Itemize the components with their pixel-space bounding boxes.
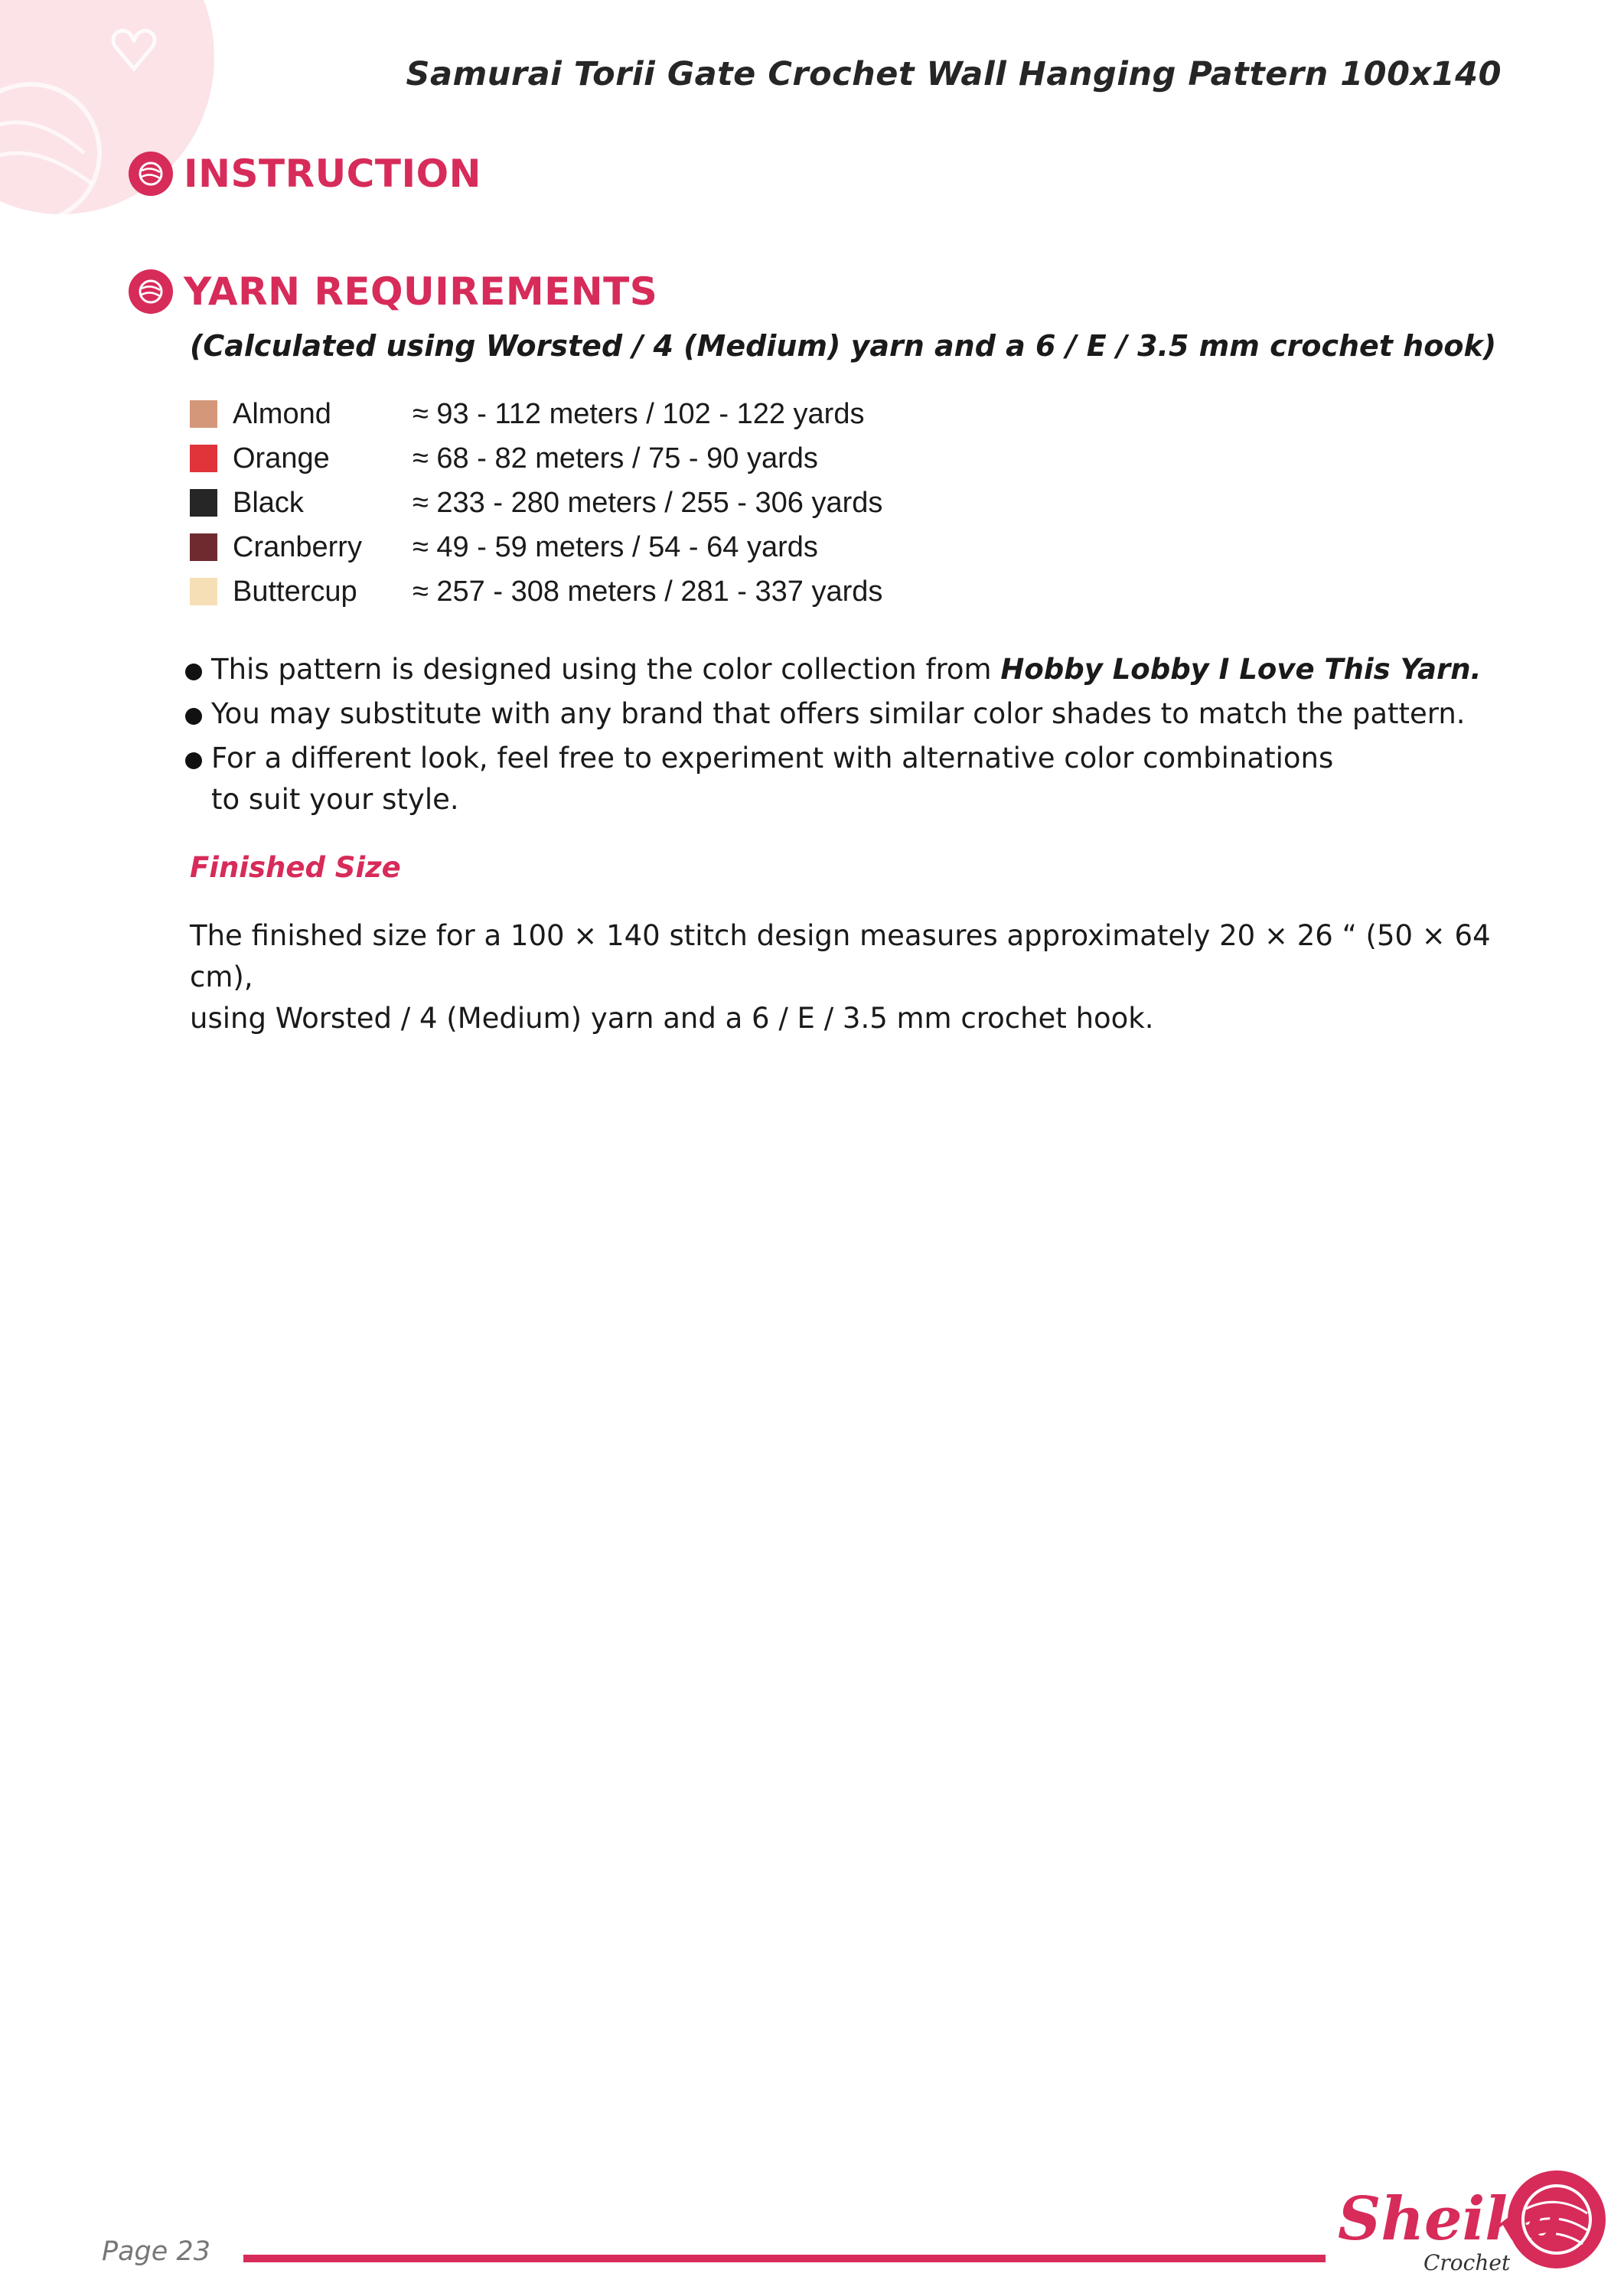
yarn-table [190,392,882,614]
finished-size-text [190,915,1529,1039]
list-item [185,738,1482,820]
yarn-row [190,569,882,614]
list-item [185,693,1482,735]
brand-logo [1338,2170,1606,2293]
color-swatch [190,489,217,517]
document-title: Samurai Torii Gate Crochet Wall Hanging Pattern 100x140 [406,55,1502,93]
finished-size-heading: Finished Size [190,851,401,884]
logo-wordmark: Sheika [1338,2184,1565,2254]
color-swatch [190,445,217,472]
yarn-name: Orange [233,442,330,475]
yarn-requirements-heading [129,269,657,314]
yarn-amount: ≈ 93 - 112 meters / 102 - 122 yards [413,397,865,430]
instruction-heading-text: INSTRUCTION [184,152,481,196]
finished-size-line: The finished size for a 100 × 140 stitch design measures approximately 20 × 26 “ (50 × 64 cm), [190,919,1491,993]
yarn-name: Buttercup [233,575,357,608]
yarn-row [190,481,882,525]
finished-size-line: using Worsted / 4 (Medium) yarn and a 6 / E / 3.5 mm crochet hook. [190,1002,1154,1035]
yarn-ball-icon [129,152,173,196]
yarn-row [190,525,882,569]
color-swatch [190,578,217,605]
yarn-amount: ≈ 49 - 59 meters / 54 - 64 yards [413,530,818,563]
notes-list [185,649,1482,823]
yarn-name: Almond [233,397,331,430]
yarn-ball-icon [129,269,173,314]
yarn-subtitle: (Calculated using Worsted / 4 (Medium) yarn and a 6 / E / 3.5 mm crochet hook) [190,329,1497,363]
note-text [211,649,1482,690]
list-item [185,649,1482,690]
note-line: to suit your style. [211,783,459,816]
color-swatch [190,533,217,561]
bullet-icon [185,752,202,769]
logo-subtitle: Crochet [1423,2250,1511,2275]
note-text: You may substitute with any brand that offers similar color shades to match the pattern. [211,697,1466,730]
note-text-prefix: This pattern is designed using the color collection from [211,653,1001,686]
yarn-row [190,392,882,436]
bullet-icon [185,664,202,680]
yarn-name: Black [233,486,304,519]
bullet-icon [185,708,202,725]
yarn-requirements-heading-text: YARN REQUIREMENTS [184,269,658,314]
instruction-heading [129,152,481,196]
color-swatch [190,400,217,428]
brand-name: Hobby Lobby I Love This Yarn. [1000,653,1482,686]
yarn-name: Cranberry [233,530,362,563]
note-line: For a different look, feel free to experiment with alternative color combinations [211,742,1334,775]
footer-divider [243,2255,1326,2262]
yarn-amount: ≈ 257 - 308 meters / 281 - 337 yards [413,575,883,608]
yarn-amount: ≈ 233 - 280 meters / 255 - 306 yards [413,486,883,519]
page-number: Page 23 [102,2236,210,2267]
yarn-row [190,436,882,481]
yarn-amount: ≈ 68 - 82 meters / 75 - 90 yards [413,442,818,475]
note-text [211,738,1333,820]
